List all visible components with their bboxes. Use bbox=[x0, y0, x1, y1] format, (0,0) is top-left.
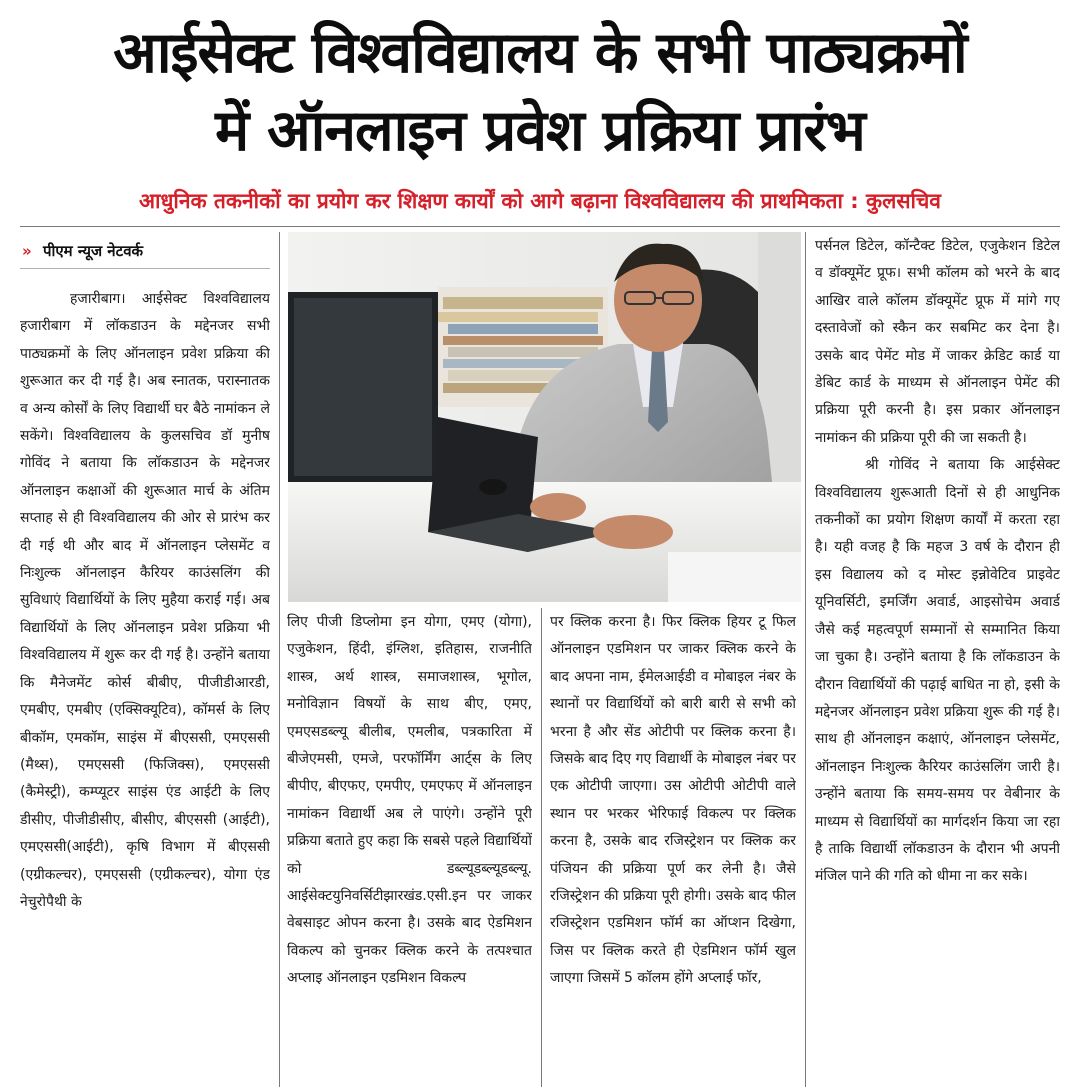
headline-line-2: में ऑनलाइन प्रवेश प्रक्रिया प्रारंभ bbox=[215, 98, 865, 164]
article-column-3 bbox=[550, 609, 796, 1087]
article-paragraph: श्री गोविंद ने बताया कि आईसेक्ट विश्वविद्यालय शुरूआती दिनों से ही आधुनिक तकनीकों का प्रयोग शिक्षण कार्यों में करता रहा है। यही वजह है कि महज 3 वर्ष के दौरान ही इस विद्यालय को द मोस्ट इन्नोवेटिव प्राइवेट यूनिवर्सिटी, इमर्जिंग अवार्ड, आइसोचेम अवार्ड जैसे कई महत्वपूर्ण सम्मानों से सम्मानित किया जा चुका है। उन्होंने बताया है कि लॉकडाउन के दौरान विद्यार्थियों की पढ़ाई बाधित ना हो, इसी के मद्देनजर ऑनलाइन प्रवेश प्रक्रिया शुरू की गई है। साथ ही ऑनलाइन कक्षाएं, ऑनलाइन प्लेसमेंट, ऑनलाइन निःशुल्क कैरियर काउंसलिंग जारी है। उन्होंने बताया कि समय-समय पर वेबीनार के माध्यम से विद्यार्थियों का मार्गदर्शन किया जा रहा है ताकि विद्यार्थी लॉकडाउन के दौरान भी अपनी मंजिल पाने की गति को धीमा ना कर सके। bbox=[815, 457, 1060, 885]
article-paragraph: लिए पीजी डिप्लोमा इन योगा, एमए (योगा), एजुकेशन, हिंदी, इंग्लिश, इतिहास, राजनीति शास्त्र, अर्थ शास्त्र, समाजशास्त्र, भूगोल, मनोविज्ञान विषयों के साथ बीए, एमए, एमएसडब्ल्यू बीलीब, एमलीब, पत्रकारिता में बीजेएमसी, एमजे, परफॉर्मिंग आर्ट्स के लिए बीपीए, बीएफए, एमपीए, एमएफए में ऑनलाइन नामांकन विद्यार्थी अब ले पाएंगे। उन्होंने पूरी प्रक्रिया बताते हुए कहा कि सबसे पहले विद्यार्थियों को डब्ल्यूडब्ल्यूडब्ल्यू. आईसेक्टयुनिवर्सिटीझारखंड.एसी.इन पर जाकर वेबसाइट ओपन करना है। उसके बाद ऐडमिशन विकल्प को चुनकर क्लिक करने के तत्पश्चात अप्लाइ ऑनलाइन एडमिशन विकल्प bbox=[287, 614, 532, 987]
subheadline: आधुनिक तकनीकों का प्रयोग कर शिक्षण कार्यों को आगे बढ़ाना विश्वविद्यालय की प्राथमिकता : कुलसचिव bbox=[139, 189, 941, 213]
article-column-1 bbox=[20, 286, 270, 1086]
article-column-2 bbox=[287, 609, 532, 1087]
photo-illustration bbox=[288, 232, 801, 602]
headline-line-1: आईसेक्ट विश्वविद्यालय के सभी पाठ्यक्रमों bbox=[113, 20, 967, 86]
double-chevron-right-icon: » bbox=[22, 242, 32, 260]
column-divider-3 bbox=[805, 232, 806, 1087]
top-rule bbox=[20, 226, 1060, 227]
article-paragraph: पर क्लिक करना है। फिर क्लिक हियर टू फिल ऑनलाइन एडमिशन पर जाकर क्लिक करने के बाद अपना नाम, ईमेलआईडी व मोबाइल नंबर के स्थानों पर विद्यार्थियों को बारी बारी से सभी को भरना है और सेंड ओटीपी पर क्लिक करना है। जिसके बाद दिए गए विद्यार्थी के मोबाइल नंबर पर एक ओटीपी जाएगा। उस ओटीपी ओटीपी वाले स्थान पर भरकर भेरिफाई विकल्प पर क्लिक करना है, उसके बाद रजिस्ट्रेशन पर क्लिक कर पंजियन की प्रक्रिया पूर्ण कर लेनी है। जैसे रजिस्ट्रेशन की प्रक्रिया पूरी होगी। उसके बाद फील रजिस्ट्रेशन एडमिशन फॉर्म का ऑप्शन दिखेगा, जिस पर क्लिक करते ही ऐडमिशन फॉर्म खुल जाएगा जिसमें 5 कॉलम होंगे अप्लाई फॉर, bbox=[550, 614, 796, 987]
column-divider-2 bbox=[541, 608, 542, 1087]
registrar-photo bbox=[288, 232, 801, 602]
article-column-4 bbox=[815, 233, 1060, 1087]
byline bbox=[22, 241, 272, 261]
byline-rule bbox=[20, 268, 270, 269]
headline bbox=[0, 14, 1080, 170]
column-divider-1 bbox=[279, 232, 280, 1087]
byline-text: पीएम न्यूज नेटवर्क bbox=[42, 242, 144, 260]
article-paragraph: पर्सनल डिटेल, कॉन्टैक्ट डिटेल, एजुकेशन डिटेल व डॉक्यूमेंट प्रूफ। सभी कॉलम को भरने के बाद आखिर वाले कॉलम डॉक्यूमेंट प्रूफ में मांगे गए दस्तावेजों को स्कैन कर सबमिट कर देना है। उसके बाद पेमेंट मोड में जाकर क्रेडिट कार्ड या डेबिट कार्ड के माध्यम से ऑनलाइन पेमेंट की प्रक्रिया पूरी करनी है। इस प्रकार ऑनलाइन नामांकन की प्रक्रिया पूरी की जा सकती है। bbox=[815, 238, 1060, 446]
article-paragraph: हजारीबाग। आईसेक्ट विश्वविद्यालय हजारीबाग में लॉकडाउन के मद्देनजर सभी पाठ्यक्रमों के लिए ऑनलाइन प्रवेश प्रक्रिया की शुरूआत कर दी गई है। अब स्नातक, परास्नातक व अन्य कोर्सों के लिए विद्यार्थी घर बैठे नामांकन ले सकेंगे। विश्वविद्यालय के कुलसचिव डॉ मुनीष गोविंद ने बताया कि लॉकडाउन के मद्देनजर ऑनलाइन कक्षाओं की शुरूआत मार्च के अंतिम सप्ताह से ही विश्वविद्यालय की ओर से प्रारंभ कर दी गई थी और बाद में ऑनलाइन प्लेसमेंट व निःशुल्क ऑनलाइन कैरियर काउंसलिंग की सुविधाएं विद्यार्थियों के लिए मुहैया कराई गई। अब विद्यार्थियों के लिए ऑनलाइन प्रवेश प्रक्रिया भी विश्वविद्यालय में शुरू कर दी गई है। उन्होंने बताया कि मैनेजमेंट कोर्स बीबीए, पीजीडीआरडी, एमबीए, एमबीए (एक्सिक्यूटिव), कॉमर्स के लिए बीकॉम, एमकॉम, साइंस में बीएससी, एमएससी (मैथ्स), एमएससी (फिजिक्स), एमएससी (कैमेस्ट्री), कम्प्यूटर साइंस एंड आईटी के लिए डीसीए, पीजीडीसीए, बीसीए, बीएससी (आईटी), एमएससी(आईटी), कृषि विभाग में बीएससी (एग्रीकल्चर), एमएससी (एग्रीकल्चर), योगा एंड नेचुरोपैथी के bbox=[20, 291, 270, 910]
